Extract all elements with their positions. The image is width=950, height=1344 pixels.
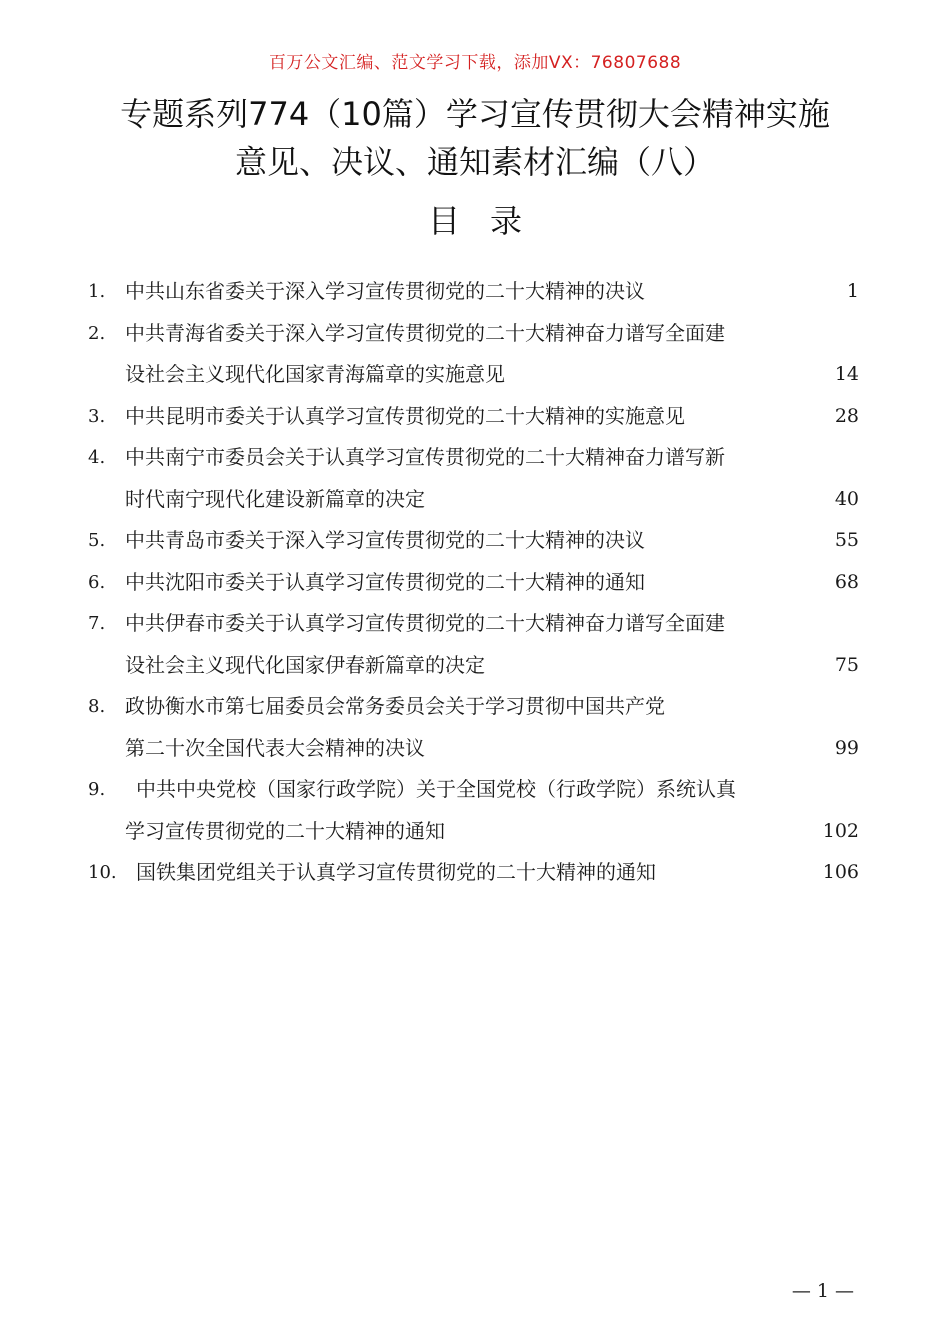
toc-entry-line [0, 479, 950, 521]
toc-entry-title: 中共山东省委关于深入学习宣传贯彻党的二十大精神的决议 [125, 279, 645, 303]
toc-entry[interactable] [0, 437, 950, 520]
toc-entry-title: 中共昆明市委关于认真学习宣传贯彻党的二十大精神的实施意见 [125, 403, 685, 428]
toc-entry-page: 14 [834, 363, 859, 385]
toc-entry-line [0, 728, 950, 770]
toc-entry-page: 106 [822, 861, 859, 883]
toc-entry-title: 中共青海省委关于深入学习宣传贯彻党的二十大精神奋力谱写全面建 [125, 320, 725, 345]
toc-entry-page: 1 [846, 280, 859, 302]
toc-entry-line [0, 271, 950, 313]
toc-heading: 目录 [427, 202, 552, 240]
table-of-contents [0, 271, 950, 894]
toc-entry[interactable] [0, 769, 950, 852]
toc-entry-title: 设社会主义现代化国家青海篇章的实施意见 [125, 362, 505, 386]
toc-entry-page: 99 [834, 736, 859, 759]
toc-entry-number: 5. [88, 530, 106, 551]
toc-entry-number: 2. [88, 322, 106, 344]
document-title-line-2: 意见、决议、通知素材汇编（八） [234, 143, 715, 181]
toc-entry-page: 28 [834, 404, 859, 427]
toc-entry-number: 1. [88, 281, 106, 302]
toc-entry-title: 国铁集团党组关于认真学习宣传贯彻党的二十大精神的通知 [136, 860, 656, 884]
toc-entry-page: 75 [834, 653, 859, 676]
toc-entry[interactable] [0, 852, 950, 894]
toc-entry-title: 中共沈阳市委关于认真学习宣传贯彻党的二十大精神的通知 [125, 569, 645, 594]
toc-entry-title: 设社会主义现代化国家伊春新篇章的决定 [125, 652, 485, 677]
toc-entry-number: 8. [88, 696, 106, 717]
toc-entry[interactable] [0, 313, 950, 396]
document-title-line-1: 专题系列774（10篇）学习宣传贯彻大会精神实施 [120, 95, 830, 133]
toc-entry-line [0, 396, 950, 438]
toc-entry[interactable] [0, 562, 950, 604]
toc-entry-page: 68 [834, 570, 859, 593]
toc-entry-title: 学习宣传贯彻党的二十大精神的通知 [125, 818, 445, 843]
toc-entry-line [0, 354, 950, 396]
toc-entry-number: 10. [88, 862, 117, 883]
toc-entry-title: 中共中央党校（国家行政学院）关于全国党校（行政学院）系统认真 [136, 777, 736, 801]
toc-entry-title: 时代南宁现代化建设新篇章的决定 [125, 486, 425, 511]
toc-entry-page: 40 [834, 487, 859, 510]
header-banner: 百万公文汇编、范文学习下载，添加VX：76807688 [268, 53, 682, 73]
toc-entry-line [0, 603, 950, 645]
toc-entry[interactable] [0, 396, 950, 438]
toc-entry[interactable] [0, 271, 950, 313]
toc-entry-number: 9. [88, 779, 106, 800]
toc-entry-page: 102 [822, 819, 859, 842]
toc-entry-line [0, 645, 950, 687]
toc-entry-line [0, 562, 950, 604]
toc-entry-number: 4. [88, 447, 106, 468]
toc-entry-number: 7. [88, 613, 106, 634]
toc-entry[interactable] [0, 520, 950, 562]
toc-entry-line [0, 437, 950, 479]
toc-entry-title: 第二十次全国代表大会精神的决议 [125, 735, 425, 760]
toc-entry-line [0, 313, 950, 355]
toc-entry[interactable] [0, 603, 950, 686]
toc-entry-title: 中共青岛市委关于深入学习宣传贯彻党的二十大精神的决议 [125, 528, 645, 552]
toc-entry-line [0, 686, 950, 728]
toc-entry-page: 55 [834, 529, 859, 551]
toc-entry-line [0, 769, 950, 811]
toc-entry-number: 6. [88, 571, 106, 593]
toc-entry-number: 3. [88, 405, 106, 427]
toc-entry-line [0, 520, 950, 562]
toc-entry-line [0, 852, 950, 894]
toc-entry-title: 中共伊春市委关于认真学习宣传贯彻党的二十大精神奋力谱写全面建 [125, 611, 725, 635]
toc-entry-line [0, 811, 950, 853]
toc-entry[interactable] [0, 686, 950, 769]
toc-entry-title: 政协衡水市第七届委员会常务委员会关于学习贯彻中国共产党 [125, 694, 665, 718]
toc-entry-title: 中共南宁市委员会关于认真学习宣传贯彻党的二十大精神奋力谱写新 [125, 445, 725, 469]
page-number-footer: — 1 — [791, 1280, 854, 1302]
